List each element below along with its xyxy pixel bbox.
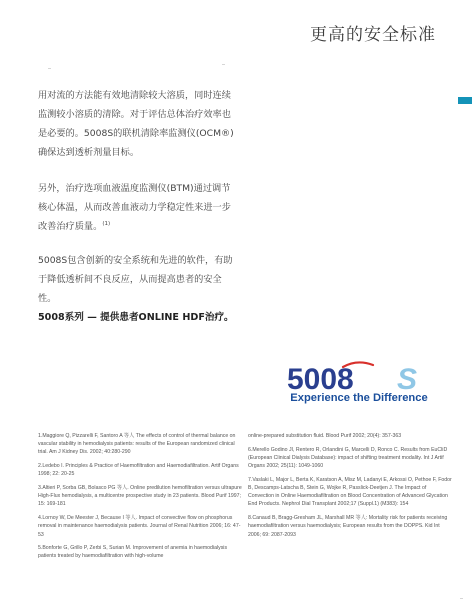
paragraph-ocm: 用对流的方法能有效地清除较大溶质，同时连续监测较小溶质的清除。对于评估总体治疗效率也是必要的。5008S的联机清除率监测仪(OCM®)确保达到透析剂量目标。 [38, 90, 234, 158]
reference-item: 8.Canaud B, Bragg-Gresham JL, Marshall MR 等人: Mortality risk for patients receiving haemodiafiltration versus haemodialysis; European results from the DOPPS. Kid Int 2006; 69: 2087-2093 [248, 515, 448, 538]
logo-number: 5008 [287, 363, 354, 394]
reference-item: 1.Maggiore Q, Pizzarelli F, Santoro A 等人 The effects of control of thermal balance on vascular stability in hemodialysis patients: results of the European randomized clinical trial. Am J Kidney Dis. 2002; 40:280-290 [38, 433, 236, 456]
citation-marker: (1) [102, 220, 111, 227]
reference-item: 6.Merello Godino JI, Rentero R, Orlandini G, Marcelli D, Ronco C. Results from EuCliD (European Clinical Dialysis Database): impact of shifting treatment modality. Int J Artif Organs 2002; 25(11): 1049-1060 [248, 446, 448, 470]
logo-s: S [397, 363, 418, 394]
scan-speck [48, 68, 51, 69]
page-title: 更高的安全标准 [310, 25, 436, 45]
reference-item: 3.Altieri P, Sorba GB, Bolasco PG 等人. Online predilution hemofiltration versus ultrapure High-Flux hemodialysis, a multicentre prospective study in 23 patients. Blood Purif 1997; 15: 169-181 [38, 485, 242, 508]
logo-tagline: Experience the Difference [290, 392, 428, 404]
reference-item: 5.Bonforte G, Grillo P, Zerbi S, Surian M. Improvement of anemia in haemodialysis patients treated by haemodiafiltration with high-volume [38, 545, 228, 560]
series-tagline: 5008系列 — 提供患者ONLINE HDF治疗。 [38, 312, 234, 323]
references-right-column [248, 432, 453, 544]
reference-item: 2.Ledebo I. Principles & Practice of Haemofiltration and Haemodiafiltration. Artif Organs 1998; 22: 20-25 [38, 463, 239, 478]
references-left-column [38, 432, 243, 566]
scan-speck [222, 64, 225, 65]
paragraph-btm-text: 另外，治疗选项血液温度监测仪(BTM)通过调节核心体温，从而改善血液动力学稳定性来进一步改善治疗质量。 [38, 183, 231, 232]
paragraph-safety: 5008S包含创新的安全系统和先进的软件，有助于降低透析间不良反应，从而提高患者的安全性。 [38, 255, 233, 304]
reference-item: 7.Vaslaki L, Major L, Berta K, Karatson A, Misz M, Ladanyi E, Arkossi O, Pethoe F, Fodor B, Descamps-Latscha B, Stein G, Wojke R, Passlick-Deetjen J. The Impact of Convection in Online Haemodiafiltration on Blood Concentration of Advanced Glycation End Products. Nephrol Dial Transplant 2002;17 (Suppl.1) (M383): 154 [248, 476, 452, 508]
scan-speck [460, 598, 463, 599]
reference-item: 4.Lornoy W, De Meester J, Because I 等人. Impact of convective flow on phosphorus removal in maintenance haemodialysis patients. Journal of Renal Nutrition 2006; 16: 47-53 [38, 515, 241, 538]
5008s-logo [285, 358, 435, 394]
accent-bar [458, 97, 472, 104]
reference-item: online-prepared substitution fluid. Blood Purif 2002; 20(4): 357-363 [248, 433, 402, 439]
paragraph-btm [38, 179, 238, 236]
